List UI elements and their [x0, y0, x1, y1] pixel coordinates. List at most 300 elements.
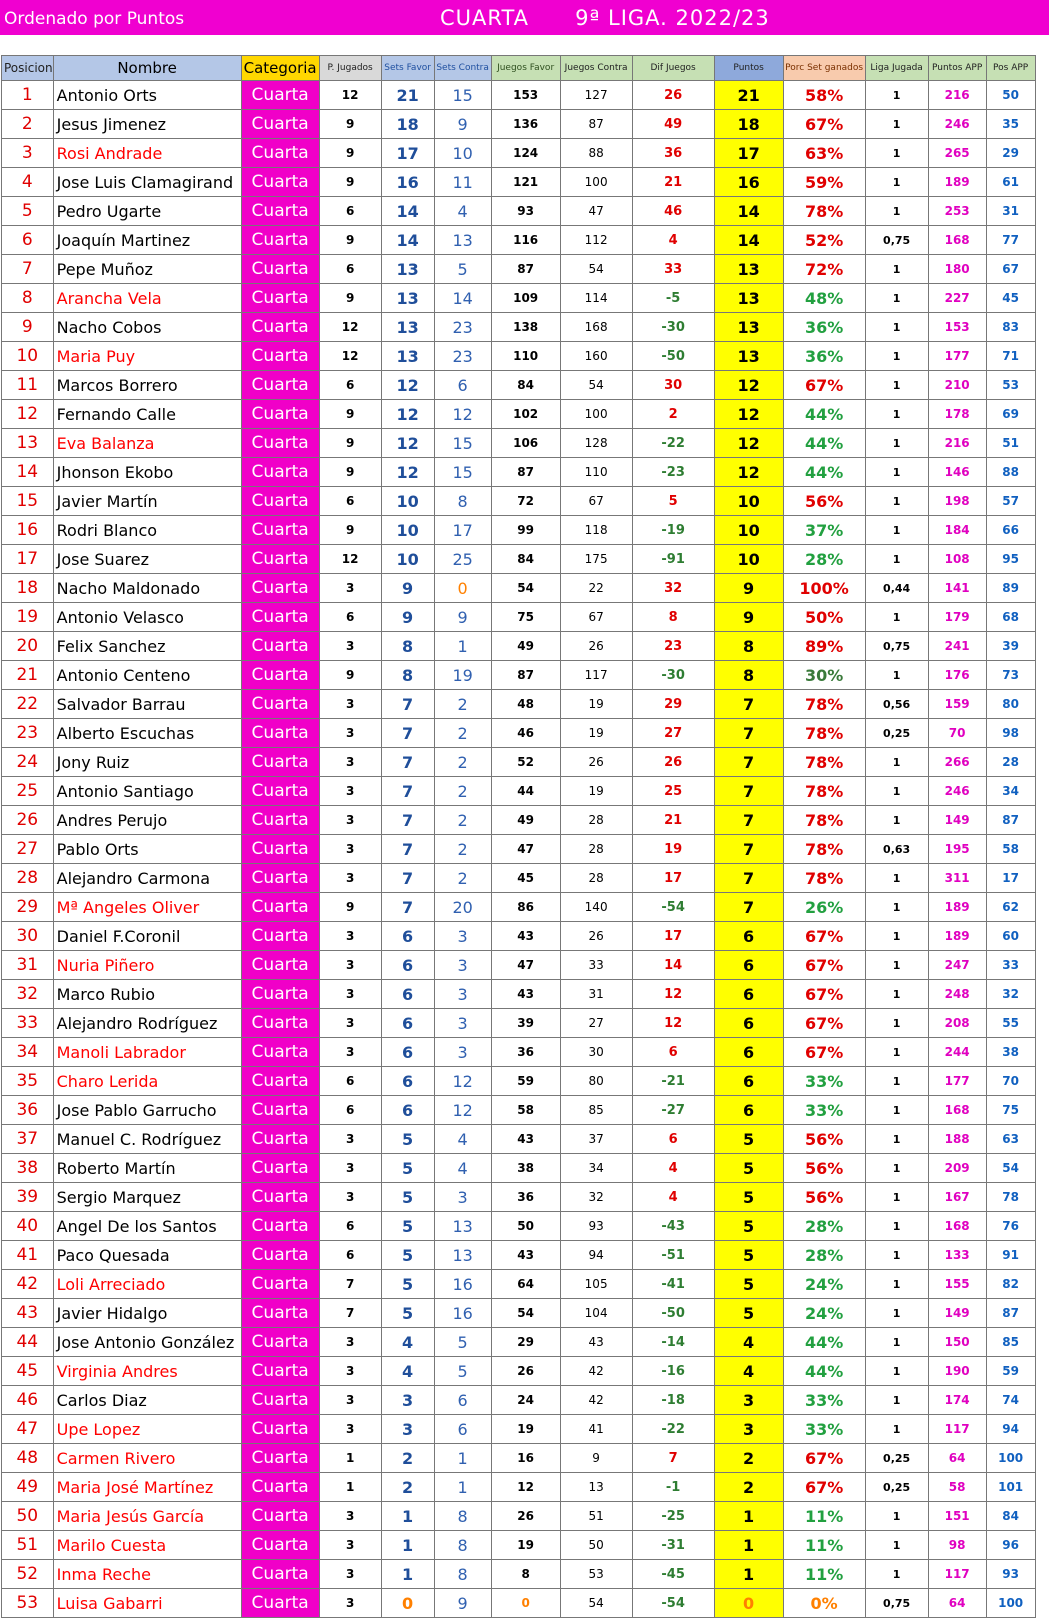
category-cell: Cuarta: [241, 313, 319, 342]
app-points-cell: 177: [928, 342, 986, 371]
played-cell: 6: [319, 1096, 381, 1125]
app-points-cell: 58: [928, 1473, 986, 1502]
points-cell: 5: [714, 1299, 783, 1328]
sets-favor-cell: 7: [381, 777, 434, 806]
games-contra-cell: 100: [560, 168, 632, 197]
sets-favor-cell: 5: [381, 1270, 434, 1299]
table-row: [2, 661, 1036, 690]
app-position-cell: 77: [986, 226, 1035, 255]
played-cell: 6: [319, 197, 381, 226]
name-cell: Rodri Blanco: [53, 516, 241, 545]
league-played-cell: 1: [865, 313, 928, 342]
header-dif-juegos: Dif Juegos: [632, 56, 714, 81]
played-cell: 12: [319, 81, 381, 110]
games-favor-cell: 50: [491, 1212, 560, 1241]
games-contra-cell: 9: [560, 1444, 632, 1473]
games-favor-cell: 43: [491, 922, 560, 951]
name-cell: Antonio Velasco: [53, 603, 241, 632]
sets-contra-cell: 9: [434, 1589, 491, 1618]
app-points-cell: 216: [928, 81, 986, 110]
sets-favor-cell: 1: [381, 1502, 434, 1531]
app-points-cell: 210: [928, 371, 986, 400]
app-points-cell: 246: [928, 777, 986, 806]
played-cell: 3: [319, 748, 381, 777]
app-position-cell: 98: [986, 719, 1035, 748]
league-played-cell: 1: [865, 1009, 928, 1038]
header-sets-favor: Sets Favor: [381, 56, 434, 81]
position-cell: 23: [2, 719, 54, 748]
games-favor-cell: 87: [491, 255, 560, 284]
table-row: [2, 429, 1036, 458]
sets-favor-cell: 17: [381, 139, 434, 168]
app-position-cell: 80: [986, 690, 1035, 719]
games-contra-cell: 85: [560, 1096, 632, 1125]
league-played-cell: 1: [865, 1125, 928, 1154]
set-percent-cell: 78%: [783, 806, 865, 835]
app-points-cell: 98: [928, 1531, 986, 1560]
games-diff-cell: 5: [632, 487, 714, 516]
games-contra-cell: 42: [560, 1386, 632, 1415]
position-cell: 11: [2, 371, 54, 400]
played-cell: 9: [319, 661, 381, 690]
sets-favor-cell: 10: [381, 545, 434, 574]
sets-contra-cell: 2: [434, 748, 491, 777]
points-cell: 13: [714, 342, 783, 371]
app-points-cell: 189: [928, 893, 986, 922]
played-cell: 6: [319, 603, 381, 632]
app-position-cell: 73: [986, 661, 1035, 690]
games-contra-cell: 43: [560, 1328, 632, 1357]
games-favor-cell: 49: [491, 806, 560, 835]
app-points-cell: 149: [928, 1299, 986, 1328]
games-diff-cell: -54: [632, 893, 714, 922]
games-diff-cell: 7: [632, 1444, 714, 1473]
table-row: [2, 1299, 1036, 1328]
position-cell: 50: [2, 1502, 54, 1531]
app-points-cell: 64: [928, 1444, 986, 1473]
table-row: [2, 110, 1036, 139]
name-cell: Carlos Diaz: [53, 1386, 241, 1415]
table-row: [2, 922, 1036, 951]
set-percent-cell: 56%: [783, 1183, 865, 1212]
table-row: [2, 197, 1036, 226]
played-cell: 6: [319, 487, 381, 516]
games-contra-cell: 27: [560, 1009, 632, 1038]
played-cell: 3: [319, 1038, 381, 1067]
app-points-cell: 151: [928, 1502, 986, 1531]
app-points-cell: 184: [928, 516, 986, 545]
sets-contra-cell: 3: [434, 1183, 491, 1212]
sets-favor-cell: 7: [381, 835, 434, 864]
games-diff-cell: 21: [632, 168, 714, 197]
points-cell: 6: [714, 1009, 783, 1038]
sets-favor-cell: 6: [381, 1096, 434, 1125]
games-diff-cell: -19: [632, 516, 714, 545]
games-diff-cell: 17: [632, 864, 714, 893]
app-position-cell: 100: [986, 1444, 1035, 1473]
league-played-cell: 0,25: [865, 1473, 928, 1502]
name-cell: Jose Pablo Garrucho: [53, 1096, 241, 1125]
table-row: [2, 313, 1036, 342]
position-cell: 10: [2, 342, 54, 371]
app-points-cell: 176: [928, 661, 986, 690]
games-diff-cell: 21: [632, 806, 714, 835]
app-position-cell: 96: [986, 1531, 1035, 1560]
category-cell: Cuarta: [241, 1299, 319, 1328]
games-contra-cell: 22: [560, 574, 632, 603]
sets-contra-cell: 9: [434, 603, 491, 632]
sets-favor-cell: 12: [381, 371, 434, 400]
games-diff-cell: -54: [632, 1589, 714, 1618]
table-row: [2, 603, 1036, 632]
category-cell: Cuarta: [241, 342, 319, 371]
name-cell: Javier Martín: [53, 487, 241, 516]
table-row: [2, 139, 1036, 168]
position-cell: 36: [2, 1096, 54, 1125]
games-diff-cell: -30: [632, 313, 714, 342]
games-favor-cell: 121: [491, 168, 560, 197]
sets-favor-cell: 2: [381, 1444, 434, 1473]
points-cell: 13: [714, 284, 783, 313]
table-row: [2, 1328, 1036, 1357]
played-cell: 12: [319, 313, 381, 342]
games-contra-cell: 160: [560, 342, 632, 371]
category-cell: Cuarta: [241, 1241, 319, 1270]
table-row: [2, 1154, 1036, 1183]
league-played-cell: 1: [865, 1415, 928, 1444]
games-diff-cell: 17: [632, 922, 714, 951]
sets-favor-cell: 7: [381, 719, 434, 748]
points-cell: 5: [714, 1125, 783, 1154]
name-cell: Arancha Vela: [53, 284, 241, 313]
category-cell: Cuarta: [241, 429, 319, 458]
set-percent-cell: 11%: [783, 1531, 865, 1560]
games-favor-cell: 59: [491, 1067, 560, 1096]
set-percent-cell: 52%: [783, 226, 865, 255]
table-row: [2, 1473, 1036, 1502]
sets-favor-cell: 8: [381, 661, 434, 690]
set-percent-cell: 24%: [783, 1299, 865, 1328]
league-played-cell: 1: [865, 545, 928, 574]
position-cell: 19: [2, 603, 54, 632]
app-position-cell: 57: [986, 487, 1035, 516]
sets-contra-cell: 4: [434, 1154, 491, 1183]
set-percent-cell: 26%: [783, 893, 865, 922]
sets-contra-cell: 5: [434, 255, 491, 284]
app-points-cell: 198: [928, 487, 986, 516]
points-cell: 0: [714, 1589, 783, 1618]
category-cell: Cuarta: [241, 197, 319, 226]
table-row: [2, 748, 1036, 777]
category-cell: Cuarta: [241, 1009, 319, 1038]
name-cell: Javier Hidalgo: [53, 1299, 241, 1328]
games-favor-cell: 0: [491, 1589, 560, 1618]
games-diff-cell: 23: [632, 632, 714, 661]
name-cell: Pedro Ugarte: [53, 197, 241, 226]
games-diff-cell: 30: [632, 371, 714, 400]
points-cell: 16: [714, 168, 783, 197]
points-cell: 7: [714, 893, 783, 922]
points-cell: 2: [714, 1473, 783, 1502]
sets-contra-cell: 0: [434, 574, 491, 603]
set-percent-cell: 30%: [783, 661, 865, 690]
category-cell: Cuarta: [241, 284, 319, 313]
position-cell: 8: [2, 284, 54, 313]
app-position-cell: 17: [986, 864, 1035, 893]
played-cell: 3: [319, 1328, 381, 1357]
sets-contra-cell: 4: [434, 197, 491, 226]
position-cell: 24: [2, 748, 54, 777]
table-row: [2, 864, 1036, 893]
league-played-cell: 1: [865, 255, 928, 284]
table-row: [2, 1212, 1036, 1241]
points-cell: 3: [714, 1386, 783, 1415]
sets-favor-cell: 1: [381, 1560, 434, 1589]
position-cell: 28: [2, 864, 54, 893]
sets-contra-cell: 6: [434, 1415, 491, 1444]
app-position-cell: 69: [986, 400, 1035, 429]
games-contra-cell: 175: [560, 545, 632, 574]
games-diff-cell: -51: [632, 1241, 714, 1270]
position-cell: 1: [2, 81, 54, 110]
app-position-cell: 38: [986, 1038, 1035, 1067]
name-cell: Jesus Jimenez: [53, 110, 241, 139]
points-cell: 6: [714, 951, 783, 980]
category-cell: Cuarta: [241, 1270, 319, 1299]
name-cell: Antonio Orts: [53, 81, 241, 110]
app-points-cell: 241: [928, 632, 986, 661]
games-contra-cell: 33: [560, 951, 632, 980]
set-percent-cell: 33%: [783, 1386, 865, 1415]
category-cell: Cuarta: [241, 1096, 319, 1125]
set-percent-cell: 28%: [783, 1241, 865, 1270]
points-cell: 14: [714, 226, 783, 255]
sets-favor-cell: 3: [381, 1386, 434, 1415]
set-percent-cell: 56%: [783, 1125, 865, 1154]
set-percent-cell: 0%: [783, 1589, 865, 1618]
table-row: [2, 487, 1036, 516]
sets-favor-cell: 9: [381, 603, 434, 632]
name-cell: Sergio Marquez: [53, 1183, 241, 1212]
position-cell: 42: [2, 1270, 54, 1299]
games-contra-cell: 26: [560, 748, 632, 777]
games-favor-cell: 138: [491, 313, 560, 342]
category-cell: Cuarta: [241, 168, 319, 197]
app-points-cell: 189: [928, 168, 986, 197]
sets-contra-cell: 2: [434, 777, 491, 806]
sets-favor-cell: 12: [381, 429, 434, 458]
games-contra-cell: 53: [560, 1560, 632, 1589]
sets-favor-cell: 6: [381, 1038, 434, 1067]
set-percent-cell: 33%: [783, 1415, 865, 1444]
points-cell: 12: [714, 458, 783, 487]
sets-contra-cell: 3: [434, 951, 491, 980]
app-position-cell: 94: [986, 1415, 1035, 1444]
games-favor-cell: 16: [491, 1444, 560, 1473]
league-played-cell: 1: [865, 1154, 928, 1183]
category-cell: Cuarta: [241, 864, 319, 893]
sets-contra-cell: 12: [434, 1067, 491, 1096]
games-contra-cell: 19: [560, 719, 632, 748]
games-contra-cell: 41: [560, 1415, 632, 1444]
games-contra-cell: 140: [560, 893, 632, 922]
category-cell: Cuarta: [241, 458, 319, 487]
app-position-cell: 28: [986, 748, 1035, 777]
sets-favor-cell: 7: [381, 690, 434, 719]
games-diff-cell: -23: [632, 458, 714, 487]
app-position-cell: 82: [986, 1270, 1035, 1299]
games-favor-cell: 99: [491, 516, 560, 545]
app-points-cell: 178: [928, 400, 986, 429]
league-played-cell: 1: [865, 777, 928, 806]
sets-favor-cell: 5: [381, 1212, 434, 1241]
app-position-cell: 50: [986, 81, 1035, 110]
points-cell: 5: [714, 1212, 783, 1241]
set-percent-cell: 67%: [783, 1473, 865, 1502]
position-cell: 15: [2, 487, 54, 516]
played-cell: 9: [319, 284, 381, 313]
games-diff-cell: -16: [632, 1357, 714, 1386]
points-cell: 10: [714, 516, 783, 545]
name-cell: Angel De los Santos: [53, 1212, 241, 1241]
sets-contra-cell: 17: [434, 516, 491, 545]
sets-contra-cell: 6: [434, 371, 491, 400]
set-percent-cell: 63%: [783, 139, 865, 168]
position-cell: 4: [2, 168, 54, 197]
games-diff-cell: -18: [632, 1386, 714, 1415]
category-cell: Cuarta: [241, 690, 319, 719]
games-contra-cell: 88: [560, 139, 632, 168]
name-cell: Jhonson Ekobo: [53, 458, 241, 487]
position-cell: 22: [2, 690, 54, 719]
sets-favor-cell: 3: [381, 1415, 434, 1444]
league-played-cell: 1: [865, 1560, 928, 1589]
app-points-cell: 247: [928, 951, 986, 980]
position-cell: 41: [2, 1241, 54, 1270]
games-favor-cell: 47: [491, 835, 560, 864]
app-position-cell: 76: [986, 1212, 1035, 1241]
app-points-cell: 168: [928, 1212, 986, 1241]
games-contra-cell: 87: [560, 110, 632, 139]
points-cell: 12: [714, 371, 783, 400]
name-cell: Carmen Rivero: [53, 1444, 241, 1473]
sets-contra-cell: 2: [434, 806, 491, 835]
app-position-cell: 45: [986, 284, 1035, 313]
sets-contra-cell: 23: [434, 313, 491, 342]
league-played-cell: 1: [865, 980, 928, 1009]
league-title: CUARTA 9ª LIGA. 2022/23: [440, 6, 770, 30]
games-diff-cell: -50: [632, 342, 714, 371]
header-p-jugados: P. Jugados: [319, 56, 381, 81]
name-cell: Luisa Gabarri: [53, 1589, 241, 1618]
set-percent-cell: 67%: [783, 1009, 865, 1038]
league-played-cell: 1: [865, 1357, 928, 1386]
played-cell: 7: [319, 1270, 381, 1299]
games-diff-cell: 12: [632, 1009, 714, 1038]
played-cell: 9: [319, 139, 381, 168]
sets-contra-cell: 23: [434, 342, 491, 371]
set-percent-cell: 72%: [783, 255, 865, 284]
header-puntos: Puntos: [714, 56, 783, 81]
name-cell: Roberto Martín: [53, 1154, 241, 1183]
app-position-cell: 63: [986, 1125, 1035, 1154]
games-diff-cell: -91: [632, 545, 714, 574]
position-cell: 21: [2, 661, 54, 690]
games-favor-cell: 24: [491, 1386, 560, 1415]
points-cell: 7: [714, 777, 783, 806]
games-contra-cell: 118: [560, 516, 632, 545]
sets-favor-cell: 4: [381, 1328, 434, 1357]
table-row: [2, 1009, 1036, 1038]
points-cell: 12: [714, 429, 783, 458]
played-cell: 3: [319, 719, 381, 748]
sets-favor-cell: 14: [381, 226, 434, 255]
sets-contra-cell: 15: [434, 458, 491, 487]
category-cell: Cuarta: [241, 632, 319, 661]
name-cell: Marco Rubio: [53, 980, 241, 1009]
points-cell: 1: [714, 1531, 783, 1560]
points-cell: 5: [714, 1154, 783, 1183]
set-percent-cell: 67%: [783, 1038, 865, 1067]
set-percent-cell: 56%: [783, 487, 865, 516]
table-row: [2, 1183, 1036, 1212]
played-cell: 6: [319, 371, 381, 400]
league-played-cell: 1: [865, 893, 928, 922]
name-cell: Jose Luis Clamagirand: [53, 168, 241, 197]
table-row: [2, 690, 1036, 719]
sets-favor-cell: 18: [381, 110, 434, 139]
games-favor-cell: 43: [491, 980, 560, 1009]
app-position-cell: 31: [986, 197, 1035, 226]
games-favor-cell: 12: [491, 1473, 560, 1502]
position-cell: 31: [2, 951, 54, 980]
app-position-cell: 74: [986, 1386, 1035, 1415]
played-cell: 3: [319, 1560, 381, 1589]
set-percent-cell: 78%: [783, 748, 865, 777]
games-favor-cell: 106: [491, 429, 560, 458]
set-percent-cell: 67%: [783, 951, 865, 980]
games-favor-cell: 102: [491, 400, 560, 429]
app-position-cell: 84: [986, 1502, 1035, 1531]
games-contra-cell: 51: [560, 1502, 632, 1531]
games-contra-cell: 128: [560, 429, 632, 458]
header-puntos-app: Puntos APP: [928, 56, 986, 81]
table-row: [2, 400, 1036, 429]
sets-contra-cell: 12: [434, 1096, 491, 1125]
sets-favor-cell: 6: [381, 922, 434, 951]
sets-contra-cell: 8: [434, 487, 491, 516]
category-cell: Cuarta: [241, 719, 319, 748]
games-favor-cell: 49: [491, 632, 560, 661]
app-position-cell: 58: [986, 835, 1035, 864]
table-row: [2, 81, 1036, 110]
played-cell: 3: [319, 632, 381, 661]
points-cell: 9: [714, 603, 783, 632]
league-played-cell: 0,25: [865, 1444, 928, 1473]
sets-contra-cell: 2: [434, 835, 491, 864]
games-contra-cell: 112: [560, 226, 632, 255]
category-cell: Cuarta: [241, 922, 319, 951]
position-cell: 47: [2, 1415, 54, 1444]
table-row: [2, 806, 1036, 835]
position-cell: 33: [2, 1009, 54, 1038]
name-cell: Marcos Borrero: [53, 371, 241, 400]
category-cell: Cuarta: [241, 1502, 319, 1531]
header-row: [2, 56, 1036, 81]
games-contra-cell: 54: [560, 1589, 632, 1618]
points-cell: 10: [714, 487, 783, 516]
games-diff-cell: 36: [632, 139, 714, 168]
